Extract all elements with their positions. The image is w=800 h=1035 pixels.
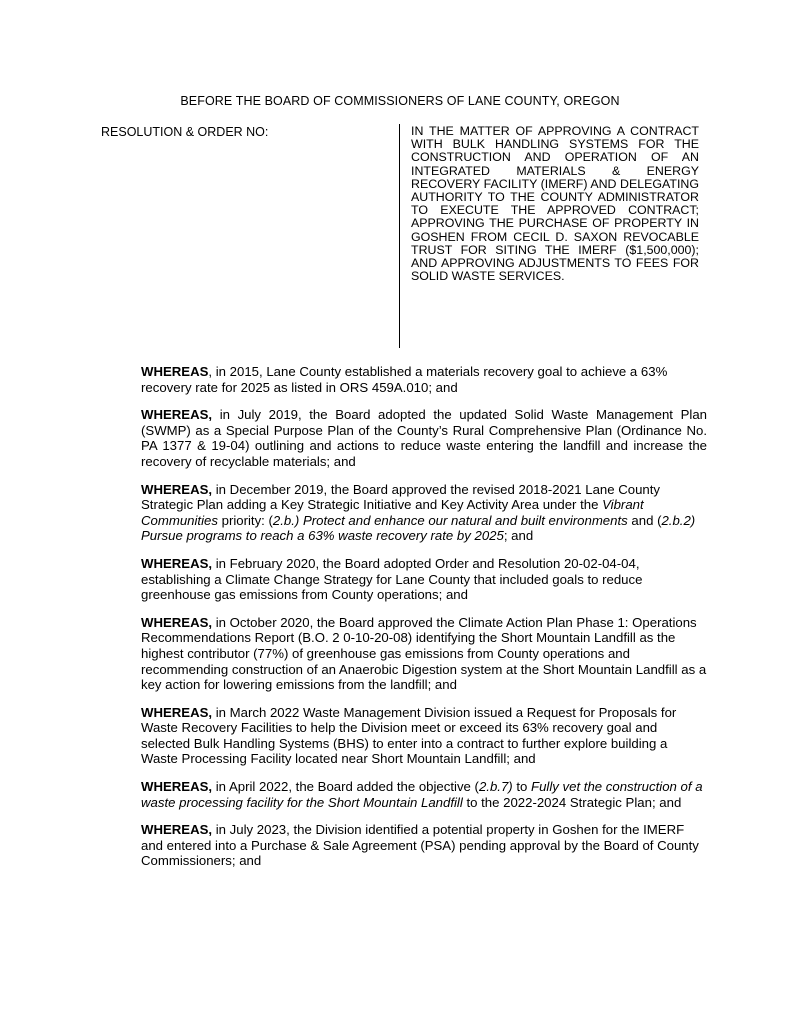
- whereas-text: to the 2022-2024 Strategic Plan; and: [462, 794, 682, 810]
- whereas-italic: Vibrant Communities: [141, 497, 644, 528]
- whereas-paragraph-2: [141, 407, 707, 469]
- whereas-lead: WHEREAS,: [141, 555, 213, 571]
- matter-caption: IN THE MATTER OF APPROVING A CONTRACT WITH BULK HANDLING SYSTEMS FOR THE CONSTRUCTION AND OPERATION OF AN INTEGRATED MATERIALS & ENERGY RECOVERY FACILITY (IMERF) AND DELEGATING AUTHORITY TO THE COUNTY ADMINISTRATOR TO EXECUTE THE APPROVED CONTRACT; APPROVING THE PURCHASE OF PROPERTY IN GOSHEN FROM CECIL D. SAXON REVOCABLE TRUST FOR SITING THE IMERF ($1,500,000); AND APPROVING ADJUSTMENTS TO FEES FOR SOLID WASTE SERVICES.: [411, 124, 699, 284]
- whereas-paragraph-3: [141, 482, 707, 544]
- whereas-italic: 2.b.7): [478, 779, 513, 795]
- whereas-lead: WHEREAS,: [141, 704, 213, 720]
- whereas-italic: Fully vet the construction of a waste processing facility for the Short Mountain Landfill: [141, 779, 703, 810]
- whereas-italic: 2.b.2) Pursue programs to reach a 63% waste recovery rate by 2025: [141, 512, 696, 544]
- board-heading: BEFORE THE BOARD OF COMMISSIONERS OF LANE COUNTY, OREGON: [180, 94, 620, 108]
- whereas-text: in February 2020, the Board adopted Order and Resolution 20-02-04-04, establishing a Climate Change Strategy for Lane County that included goals to reduce greenhouse gas emissions from County operations; and: [141, 555, 643, 603]
- whereas-text: in October 2020, the Board approved the Climate Action Plan Phase 1: Operations Recommendations Report (B.O. 2 0-10-20-08) identifying the Short Mountain Landfill as the highest contributor (77%) of greenhouse gas emissions from County operations and recommending construction of an Anaerobic Digestion system at the Short Mountain Landfill as a key action for lowering emissions from the landfill; and: [141, 614, 707, 693]
- whereas-text: , in 2015, Lane County established a materials recovery goal to achieve a 63% recovery rate for 2025 as listed in ORS 459A.010; and: [141, 364, 668, 395]
- whereas-text: ; and: [503, 528, 534, 544]
- whereas-paragraph-8: [141, 822, 707, 869]
- whereas-text: in July 2023, the Division identified a potential property in Goshen for the IMERF and entered into a Purchase & Sale Agreement (PSA) pending approval by the Board of County Commissioners; and: [141, 822, 699, 869]
- whereas-text: to: [512, 779, 532, 795]
- whereas-text: and (: [627, 512, 662, 528]
- whereas-text: in July 2019, the Board adopted the updated Solid Waste Management Plan (SWMP) as a Special Purpose Plan of the County’s Rural Comprehensive Plan (Ordinance No. PA 1377 & 19-04) outlining and actions to reduce waste entering the landfill and increase the recovery of recyclable materials; and: [141, 407, 707, 469]
- whereas-paragraph-5: [141, 615, 707, 693]
- whereas-lead: WHEREAS,: [141, 481, 213, 497]
- whereas-lead: WHEREAS,: [141, 407, 213, 423]
- whereas-paragraph-7: [141, 779, 707, 810]
- whereas-paragraph-4: [141, 556, 707, 603]
- whereas-text: priority: (: [217, 512, 273, 528]
- whereas-text: in March 2022 Waste Management Division issued a Request for Proposals for Waste Recovery Facilities to help the Division meet or exceed its 63% recovery goal and selected Bulk Handling Systems (BHS) to enter into a contract to further explore building a Waste Processing Facility located near Short Mountain Landfill; and: [141, 704, 677, 767]
- whereas-lead: WHEREAS,: [141, 822, 213, 838]
- whereas-lead: WHEREAS,: [141, 779, 213, 795]
- resolution-order-label: RESOLUTION & ORDER NO:: [101, 125, 269, 139]
- whereas-lead: WHEREAS,: [141, 614, 213, 630]
- column-divider: [399, 124, 400, 348]
- whereas-paragraph-6: [141, 705, 707, 767]
- whereas-italic: 2.b.) Protect and enhance our natural and built environments: [272, 512, 628, 528]
- whereas-text: in December 2019, the Board approved the revised 2018-2021 Lane County Strategic Plan adding a Key Strategic Initiative and Key Activity Area under the: [141, 481, 661, 513]
- whereas-text: in April 2022, the Board added the objective (: [212, 779, 479, 795]
- whereas-lead: WHEREAS: [141, 364, 209, 379]
- whereas-paragraph-1: [141, 364, 707, 395]
- whereas-clauses: [141, 364, 707, 881]
